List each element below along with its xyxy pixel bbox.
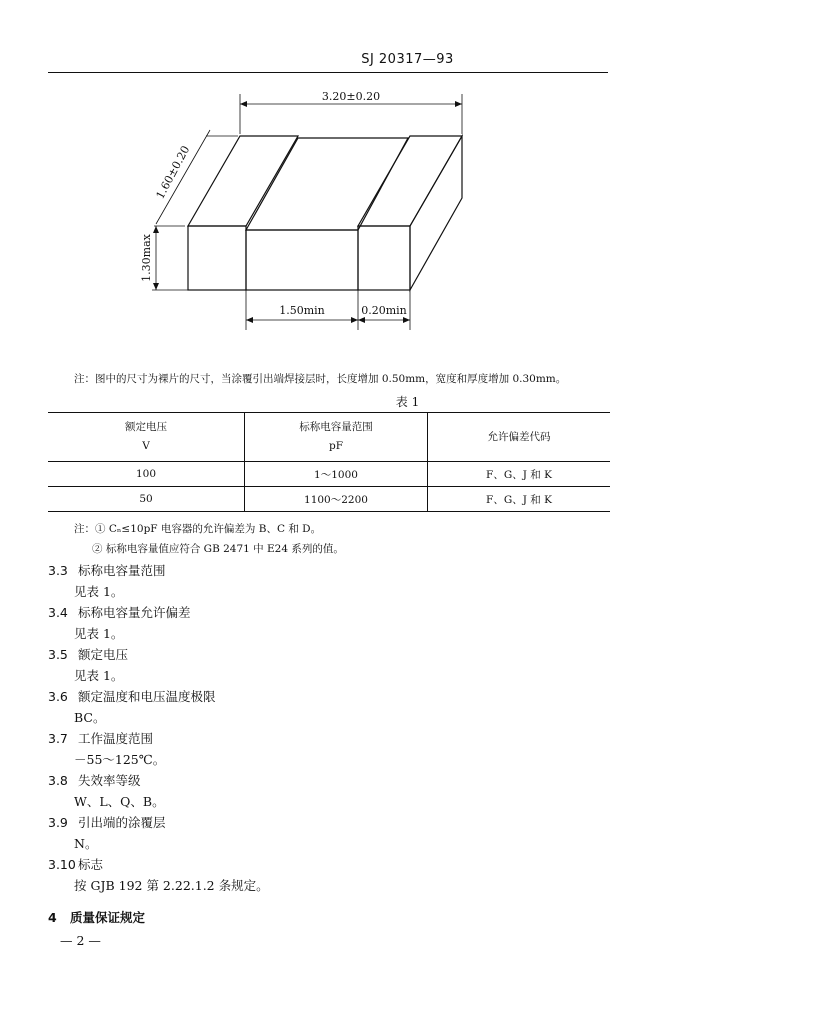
dim-width-label: 1.60±0.20 [153, 143, 193, 202]
section-heading: 3.8 失效率等级 [48, 773, 141, 788]
chapter-heading: 4 质量保证规定 [48, 910, 146, 925]
document-code-header: SJ 20317—93 [361, 52, 454, 67]
dim-gap-label: 1.50min [279, 304, 325, 317]
table-header-row [48, 413, 610, 462]
right-terminal-top [358, 136, 462, 226]
table-caption: 表 1 [395, 395, 420, 409]
left-terminal-front [188, 226, 246, 290]
table-cell: F、G、J 和 K [428, 462, 611, 487]
section-heading: 3.10 标志 [48, 857, 104, 872]
body-front [246, 230, 358, 290]
table-cell: 100 [48, 462, 245, 487]
section-body: 按 GJB 192 第 2.22.1.2 条规定。 [74, 878, 269, 893]
table-cell: F、G、J 和 K [486, 493, 552, 506]
section-heading: 3.5 额定电压 [48, 647, 129, 662]
table-cell: 1～1000 [245, 462, 428, 487]
section-body: BC。 [74, 710, 106, 725]
right-terminal-front [358, 226, 410, 290]
table-footnote-2: ② 标称电容量值应符合 GB 2471 中 E24 系列的值。 [92, 543, 344, 555]
section-body: －55～125℃。 [74, 752, 166, 767]
dim-height-label: 1.30max [140, 234, 153, 282]
figure-note: 注：图中的尺寸为裸片的尺寸，当涂覆引出端焊接层时，长度增加 0.50mm，宽度和厚度增加 0.30mm。 [74, 373, 567, 385]
table-row [48, 487, 610, 512]
section-heading: 3.4 标称电容量允许偏差 [48, 605, 191, 620]
section-body: N。 [74, 836, 98, 851]
right-terminal-side [410, 136, 462, 290]
section-heading: 3.6 额定温度和电压温度极限 [48, 689, 216, 704]
table-footnote-1: 注：① Cₙ≤10pF 电容器的允许偏差为 B、C 和 D。 [74, 523, 322, 535]
page-number: — 2 — [60, 933, 101, 948]
section-body: 见表 1。 [74, 668, 124, 683]
header-tolerance-code: 允许偏差代码 [428, 413, 611, 462]
chip-capacitor-drawing [130, 86, 480, 336]
table-row [48, 462, 610, 487]
dim-terminal-label: 0.20min [361, 304, 407, 317]
left-terminal-top [188, 136, 298, 226]
section-heading: 3.9 引出端的涂覆层 [48, 815, 166, 830]
rating-table [48, 412, 610, 512]
header-capacitance-range: 标称电容量范围 pF [245, 413, 428, 462]
table-cell: 1100～2200 [245, 487, 428, 512]
section-body: 见表 1。 [74, 626, 124, 641]
dim-length-label: 3.20±0.20 [321, 90, 381, 103]
section-heading: 3.3 标称电容量范围 [48, 563, 166, 578]
section-body: 见表 1。 [74, 584, 124, 599]
header-rated-voltage: 额定电压 V [48, 413, 245, 462]
table-cell: 50 [48, 487, 245, 512]
section-heading: 3.7 工作温度范围 [48, 731, 154, 746]
section-body: W、L、Q、B。 [74, 794, 165, 809]
header-rule [48, 72, 608, 73]
